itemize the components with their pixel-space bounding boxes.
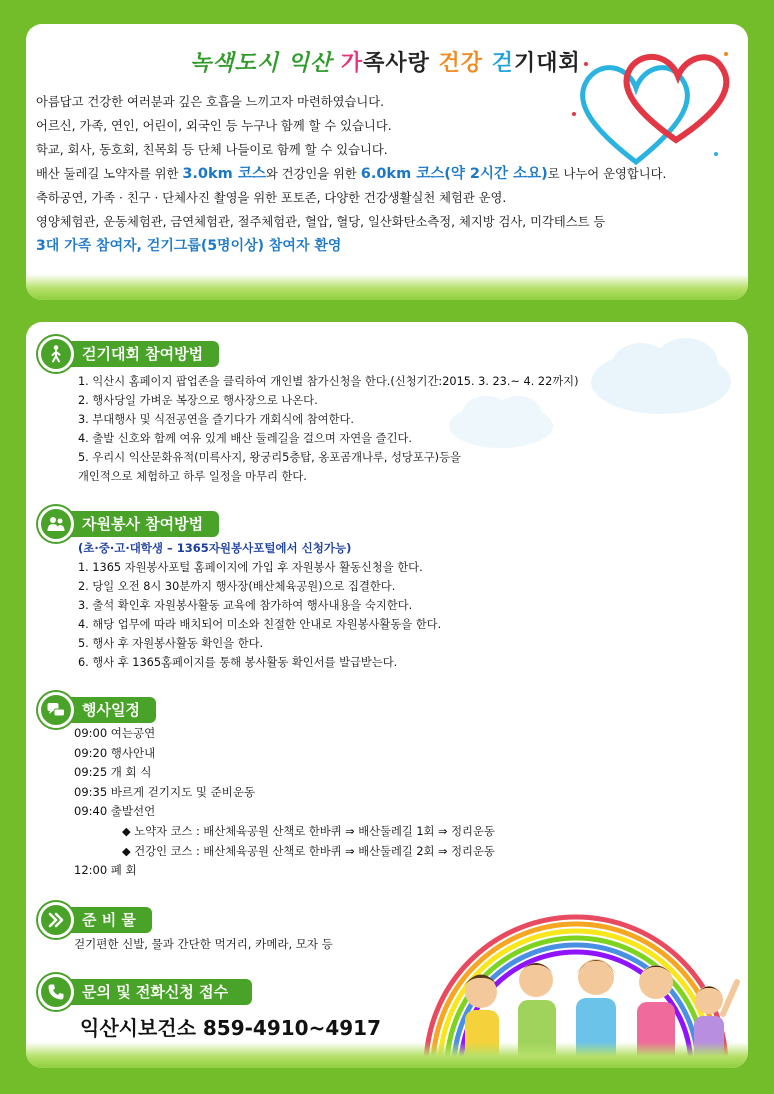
grass-decoration (26, 1042, 748, 1068)
intro-card (26, 24, 748, 300)
list-item: 1. 1365 자원봉사포털 홈페이지에 가입 후 자원봉사 활동신청을 한다. (78, 561, 423, 574)
section-header-contact (38, 974, 252, 1010)
course-list (122, 822, 495, 861)
double-chevron-right-icon (38, 902, 74, 938)
title-part-6: 기대회 (514, 51, 581, 76)
section-header-schedule (38, 692, 156, 728)
course-item: ◆ 건강인 코스 : 배산체육공원 산책로 한바퀴 ⇒ 배산둘레길 2회 ⇒ 정리운동 (122, 844, 495, 858)
volunteer-list (78, 558, 441, 672)
intro-line: 어르신, 가족, 연인, 어린이, 외국인 등 누구나 함께 할 수 있습니다. (36, 119, 392, 133)
title-part-1: 녹색도시 익산 (190, 51, 333, 76)
course-text: 와 건강인을 위한 (265, 167, 357, 181)
list-item: 5. 행사 후 자원봉사활동 확인을 한다. (78, 637, 264, 650)
list-item: 3. 출석 확인후 자원봉사활동 교육에 참가하여 행사내용을 숙지한다. (78, 599, 413, 612)
section-title: 준 비 물 (64, 907, 152, 933)
list-item: 6. 행사 후 1365홈페이지를 통해 봉사활동 확인서를 발급받는다. (78, 656, 398, 669)
section-title: 행사일정 (64, 697, 156, 723)
intro-line: 영양체험관, 운동체험관, 금연체험관, 절주체험관, 혈압, 혈당, 일산화탄소측정, 체지방 검사, 미각테스트 등 (36, 215, 606, 229)
list-item: 2. 행사당일 가벼운 복장으로 행사장으로 나온다. (78, 394, 318, 407)
title-part-2: 가 (340, 51, 364, 76)
section-title: 자원봉사 참여방법 (64, 511, 219, 537)
list-item: 5. 우리시 익산문화유적(미륵사지, 왕궁리5층탑, 옹포곰개나루, 성당포구)등을 (78, 451, 461, 464)
list-item: 4. 출발 신호와 함께 여유 있게 배산 둘레길을 걸으며 자연을 즐긴다. (78, 432, 413, 445)
cloud-decoration (586, 332, 736, 422)
intro-line-course (36, 162, 736, 186)
closing-item: 12:00 폐 회 (74, 863, 137, 877)
intro-line: 축하공연, 가족 · 친구 · 단체사진 촬영을 위한 포토존, 다양한 건강생활실천 체험관 운영. (36, 191, 507, 205)
section-header-method (38, 336, 219, 372)
list-item: 개인적으로 체험하고 하루 일정을 마무리 한다. (78, 470, 307, 483)
section-header-volunteer (38, 506, 219, 542)
schedule-list (74, 724, 255, 822)
chat-bubbles-icon (38, 692, 74, 728)
course-text: 로 나누어 운영합니다. (547, 167, 667, 181)
course-item: ◆ 노약자 코스 : 배산체육공원 산책로 한바퀴 ⇒ 배산둘레길 1회 ⇒ 정리운동 (122, 825, 495, 838)
schedule-item: 09:35 바르게 걷기지도 및 준비운동 (74, 784, 256, 799)
schedule-item: 09:25 개 회 식 (74, 765, 152, 779)
schedule-item: 09:00 여는공연 (74, 726, 156, 740)
title-part-4: 건강 (438, 51, 484, 76)
people-group-icon (38, 506, 74, 542)
course-text: 배산 둘레길 노약자를 위한 (36, 167, 179, 181)
contact-phone: 익산시보건소 859-4910~4917 (80, 1016, 382, 1040)
intro-line: 아름답고 건강한 여러분과 깊은 호흡을 느끼고자 마련하였습니다. (36, 95, 385, 109)
list-item: 2. 당일 오전 8시 30분까지 행사장(배산체육공원)으로 집결한다. (78, 580, 396, 593)
page-title (190, 46, 581, 77)
schedule-item: 09:40 출발선언 (74, 804, 156, 818)
phone-icon (38, 974, 74, 1010)
list-item: 1. 익산시 홈페이지 팝업존을 클릭하여 개인별 참가신청을 한다.(신청기간:2015. 3. 23.~ 4. 22까지) (78, 375, 579, 388)
list-item: 3. 부대행사 및 식전공연을 즐기다가 개회식에 참여한다. (78, 413, 354, 426)
intro-text (36, 90, 736, 258)
title-part-3: 족사랑 (363, 51, 430, 76)
course-3km: 3.0km 코스 (182, 166, 266, 182)
schedule-item: 09:20 행사안내 (74, 745, 156, 760)
volunteer-note: (초·중·고·대학생 – 1365자원봉사포털에서 신청가능) (78, 541, 352, 555)
intro-highlight: 3대 가족 참여자, 걷기그룹(5명이상) 참여자 환영 (36, 238, 342, 254)
walking-person-icon (38, 336, 74, 372)
section-header-prep (38, 902, 152, 938)
title-part-5: 걷 (491, 51, 514, 76)
section-title: 걷기대회 참여방법 (64, 341, 219, 367)
section-title: 문의 및 전화신청 접수 (64, 979, 252, 1005)
grass-decoration (26, 274, 748, 300)
course-6km: 6.0km 코스(약 2시간 소요) (360, 166, 548, 182)
list-item: 4. 해당 업무에 따라 배치되어 미소와 친절한 안내로 자원봉사활동을 한다. (78, 618, 442, 631)
intro-line: 학교, 회사, 동호회, 친목회 등 단체 나들이로 함께 할 수 있습니다. (36, 143, 388, 157)
method-list (78, 372, 579, 486)
prep-text: 걷기편한 신발, 물과 간단한 먹거리, 카메라, 모자 등 (74, 937, 333, 951)
details-card (26, 322, 748, 1068)
